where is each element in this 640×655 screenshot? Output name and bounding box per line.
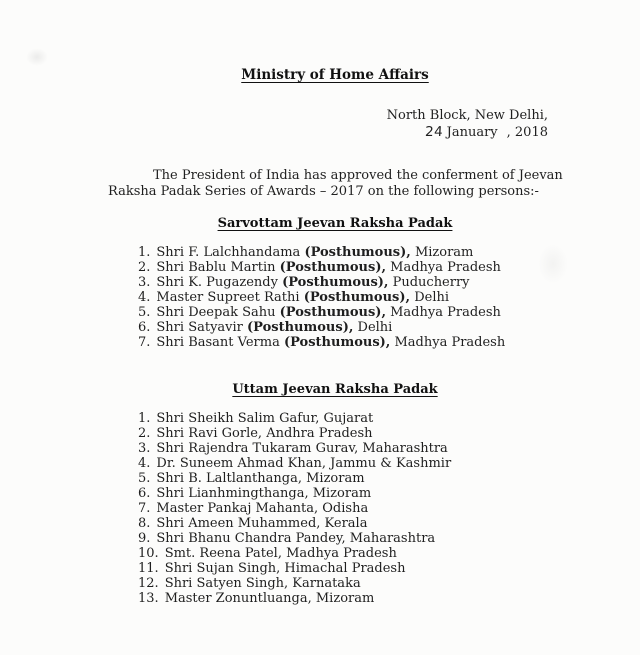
section-heading-text: Sarvottam Jeevan Raksha Padak (217, 216, 453, 231)
scan-smudge (538, 244, 568, 284)
row-number: 5. (138, 471, 151, 486)
section-heading-text: Uttam Jeevan Raksha Padak (232, 382, 438, 397)
recipient-row (138, 275, 505, 290)
row-number: 2. (138, 260, 151, 275)
recipient-text: Shri Bhanu Chandra Pandey, Maharashtra (156, 531, 436, 546)
posthumous-tag: (Posthumous), (279, 305, 386, 320)
recipient-text: Smt. Reena Patel, Madhya Pradesh (164, 546, 397, 561)
posthumous-tag: (Posthumous), (247, 320, 354, 335)
recipient-row (138, 411, 451, 426)
row-number: 6. (138, 320, 151, 335)
recipient-text: Shri Ameen Muhammed, Kerala (156, 516, 368, 531)
recipient-row (138, 320, 505, 335)
row-number: 4. (138, 456, 151, 471)
recipient-text: Master Zonuntluanga, Mizoram (164, 591, 375, 606)
recipient-row (138, 456, 451, 471)
row-number: 11. (138, 561, 159, 576)
scan-smudge (26, 48, 48, 66)
recipient-text: Shri Sujan Singh, Himachal Pradesh (164, 561, 406, 576)
recipient-place: Mizoram (414, 245, 474, 260)
recipient-text: Shri B. Laltlanthanga, Mizoram (156, 471, 365, 486)
row-number: 3. (138, 275, 151, 290)
recipient-text: Dr. Suneem Ahmad Khan, Jammu & Kashmir (156, 456, 452, 471)
row-number: 2. (138, 426, 151, 441)
recipient-row (138, 335, 505, 350)
recipient-name: Shri Basant Verma (156, 335, 280, 350)
recipient-text: Shri Lianhmingthanga, Mizoram (156, 486, 372, 501)
recipient-row (138, 516, 451, 531)
intro-paragraph (108, 168, 563, 200)
recipient-row (138, 305, 505, 320)
recipient-row (138, 426, 451, 441)
posthumous-tag: (Posthumous), (304, 245, 411, 260)
row-number: 13. (138, 591, 159, 606)
dateline-place: North Block, New Delhi, (386, 108, 548, 123)
page-title-text: Ministry of Home Affairs (241, 67, 429, 83)
recipient-list-uttam (138, 411, 451, 606)
recipient-place: Madhya Pradesh (394, 335, 506, 350)
recipient-row (138, 290, 505, 305)
intro-line-2: Raksha Padak Series of Awards – 2017 on the following persons:- (108, 184, 539, 199)
row-number: 1. (138, 245, 151, 260)
row-number: 5. (138, 305, 151, 320)
row-number: 12. (138, 576, 159, 591)
recipient-text: Master Pankaj Mahanta, Odisha (156, 501, 369, 516)
recipient-row (138, 591, 451, 606)
recipient-row (138, 260, 505, 275)
recipient-place: Delhi (414, 290, 450, 305)
posthumous-tag: (Posthumous), (283, 335, 391, 350)
date-month: January (446, 125, 498, 140)
posthumous-tag: (Posthumous), (279, 260, 387, 275)
recipient-name: Shri F. Lalchhandama (156, 245, 301, 260)
row-number: 8. (138, 516, 151, 531)
recipient-text: Shri Sheikh Salim Gafur, Gujarat (156, 411, 374, 426)
recipient-name: Shri Deepak Sahu (156, 305, 276, 320)
recipient-text: Shri Satyen Singh, Karnataka (164, 576, 361, 591)
recipient-place: Puducherry (392, 275, 470, 290)
row-number: 9. (138, 531, 151, 546)
dateline-date (0, 124, 548, 141)
recipient-place: Madhya Pradesh (390, 305, 501, 320)
intro-line-1: The President of India has approved the conferment of Jeevan (153, 168, 563, 183)
recipient-list-sarvottam (138, 245, 505, 350)
recipient-row (138, 501, 451, 516)
posthumous-tag: (Posthumous), (282, 275, 389, 290)
row-number: 4. (138, 290, 151, 305)
dateline (0, 107, 548, 141)
recipient-place: Delhi (357, 320, 393, 335)
handwritten-day: 24 (425, 124, 445, 140)
row-number: 1. (138, 411, 151, 426)
recipient-row (138, 546, 451, 561)
recipient-name: Master Supreet Rathi (156, 290, 300, 305)
recipient-place: Madhya Pradesh (390, 260, 501, 275)
recipient-row (138, 245, 505, 260)
section-heading-uttam (35, 381, 635, 399)
posthumous-tag: (Posthumous), (303, 290, 411, 305)
section-heading-sarvottam (35, 215, 635, 233)
page-title (35, 66, 635, 84)
recipient-row (138, 561, 451, 576)
row-number: 7. (138, 335, 151, 350)
recipient-text: Shri Ravi Gorle, Andhra Pradesh (156, 426, 373, 441)
date-year: , 2018 (506, 125, 548, 140)
recipient-row (138, 441, 451, 456)
row-number: 10. (138, 546, 159, 561)
recipient-row (138, 531, 451, 546)
recipient-name: Shri K. Pugazendy (156, 275, 278, 290)
row-number: 6. (138, 486, 151, 501)
recipient-name: Shri Satyavir (156, 320, 243, 335)
recipient-row (138, 486, 451, 501)
recipient-name: Shri Bablu Martin (156, 260, 276, 275)
recipient-row (138, 576, 451, 591)
recipient-row (138, 471, 451, 486)
row-number: 7. (138, 501, 151, 516)
recipient-text: Shri Rajendra Tukaram Gurav, Maharashtra (156, 441, 448, 456)
row-number: 3. (138, 441, 151, 456)
